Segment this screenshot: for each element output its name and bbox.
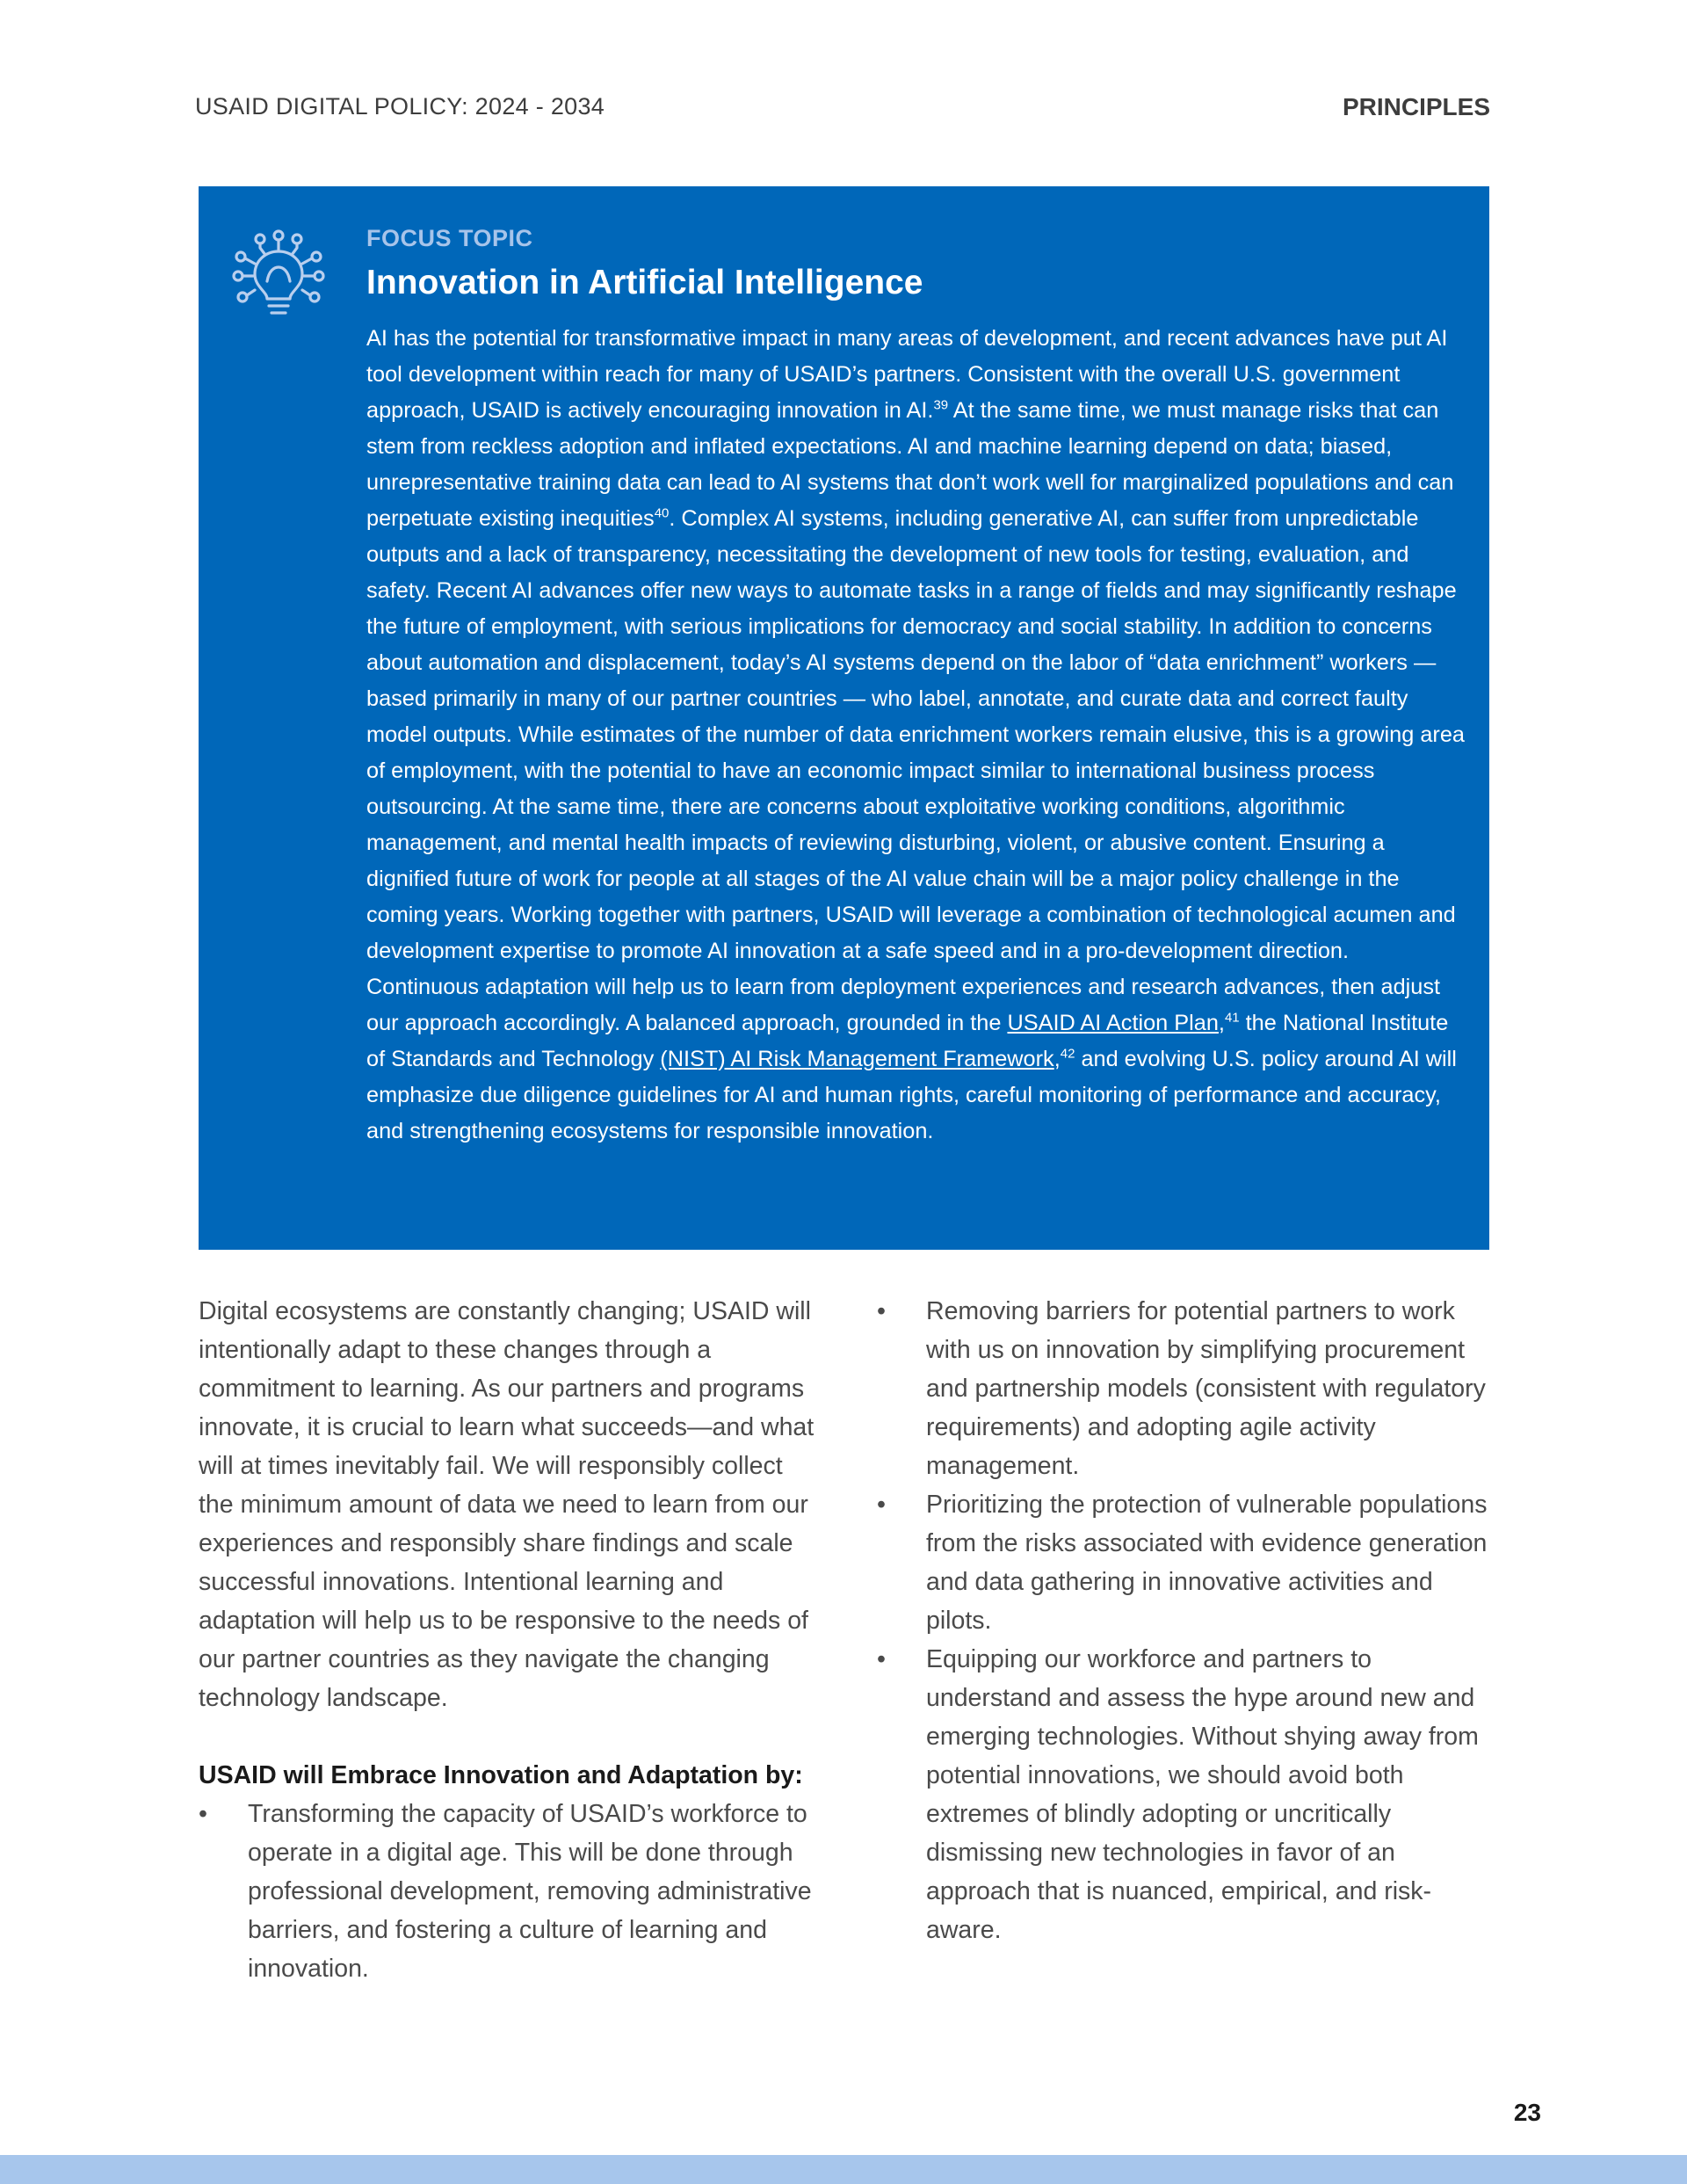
footnote-41[interactable]: 41 [1224,1010,1240,1026]
nist-ai-rmf-link[interactable]: (NIST) AI Risk Management Framework [660,1047,1054,1071]
focus-topic-label: FOCUS TOPIC [366,225,533,251]
intro-paragraph: Digital ecosystems are constantly changing; USAID will intentionally adapt to these changes through a commitment to learning. As our partners and programs innovate, it is crucial to learn what succeeds—and what will at times inevitably fail. We will responsibly collect the minimum amount of data we need to learn from our experiences and responsibly share findings and scale successful innovations. Intentional learning and adaptation will help us to be responsive to the needs of our partner countries as they navigate the changing technology landscape. [199,1297,815,1712]
body-text: . Complex AI systems, including generative AI, can suffer from unpredictable outputs and a lack of transparency, necessitating the development of new tools for testing, evaluation, and safety. Recent AI advances offer new ways to automate tasks in a range of fields and may significantly reshape the future of employment, with serious implications for democracy and social stability. In addition to concerns about automation and displacement, today’s AI systems depend on the labor of “data enrichment” workers — based primarily in many of our partner countries — who label, annotate, and curate data and correct faulty model outputs. While estimates of the number of data enrichment workers remain elusive, this is a growing area of employment, with the potential to have an economic impact similar to international business process outsourcing. At the same time, there are concerns about exploitative working conditions, algorithmic management, and mental health impacts of reviewing disturbing, violent, or abusive content. Ensuring a dignified future of work for people at all stages of the AI value chain will be a major policy challenge in the coming years. Working together with partners, USAID will leverage a combination of technological acumen and development expertise to promote AI innovation at a safe speed and in a pro-development direction. Continuous adaptation will help us to learn from deployment experiences and research advances, then adjust our approach accordingly. A balanced approach, grounded in the [366,506,1465,1035]
bullet-list-right [877,1292,1492,1949]
right-column [877,1292,1492,1949]
list-item: • Removing barriers for potential partners to work with us on innovation by simplifying procurement and partnership models (consistent with regulatory requirements) and adopting agile activity management. [877,1292,1492,1485]
body-text: AI has the potential for transformative impact in many areas of development, and recent advances have put AI tool development within reach for many of USAID’s partners. Consistent with the overall U.S. government approach, USAID is actively encouraging innovation in AI. [366,326,1448,423]
page-number: 23 [1513,2099,1541,2126]
list-item: • Prioritizing the protection of vulnerable populations from the risks associated with evidence generation and data gathering in innovative activities and pilots. [877,1485,1492,1640]
focus-topic-title: Innovation in Artificial Intelligence [366,264,923,301]
footnote-40[interactable]: 40 [654,505,670,521]
bullet-list-left [199,1795,822,1988]
left-column [199,1292,822,1988]
focus-topic-box [199,186,1489,1250]
list-item: • Equipping our workforce and partners to understand and assess the hype around new and emerging technologies. Without shying away from potential innovations, we should avoid both extremes of blindly adopting or uncritically dismissing new technologies in favor of an approach that is nuanced, empirical, and risk-aware. [877,1640,1492,1949]
footnote-39[interactable]: 39 [933,397,949,413]
footnote-42[interactable]: 42 [1060,1046,1075,1062]
focus-topic-body [366,321,1465,1150]
subheading: USAID will Embrace Innovation and Adaptation by: [199,1761,803,1789]
lightbulb-network-icon [230,227,327,323]
list-item: • Transforming the capacity of USAID’s workforce to operate in a digital age. This will be done through professional development, removing administrative barriers, and fostering a culture of learning and innovation. [199,1795,822,1988]
body-text: At the same time, we must manage risks that can stem from reckless adoption and inflated expectations. AI and machine learning depend on data; biased, unrepresentative training data can lead to AI systems that don’t work well for marginalized populations and can perpetuate existing inequities [366,398,1454,531]
comma: , [1218,1011,1225,1035]
usaid-ai-action-plan-link[interactable]: USAID AI Action Plan [1007,1011,1219,1035]
footer-bar [0,2155,1687,2184]
section-name-header: PRINCIPLES [1342,93,1490,120]
body-text: the National Institute of Standards and Technology [366,1011,1449,1071]
document-title-header: USAID DIGITAL POLICY: 2024 - 2034 [195,93,605,120]
body-text: and evolving U.S. policy around AI will emphasize due diligence guidelines for AI and human rights, careful monitoring of performance and accuracy, and strengthening ecosystems for responsible innovation. [366,1047,1457,1143]
comma: , [1053,1047,1061,1071]
